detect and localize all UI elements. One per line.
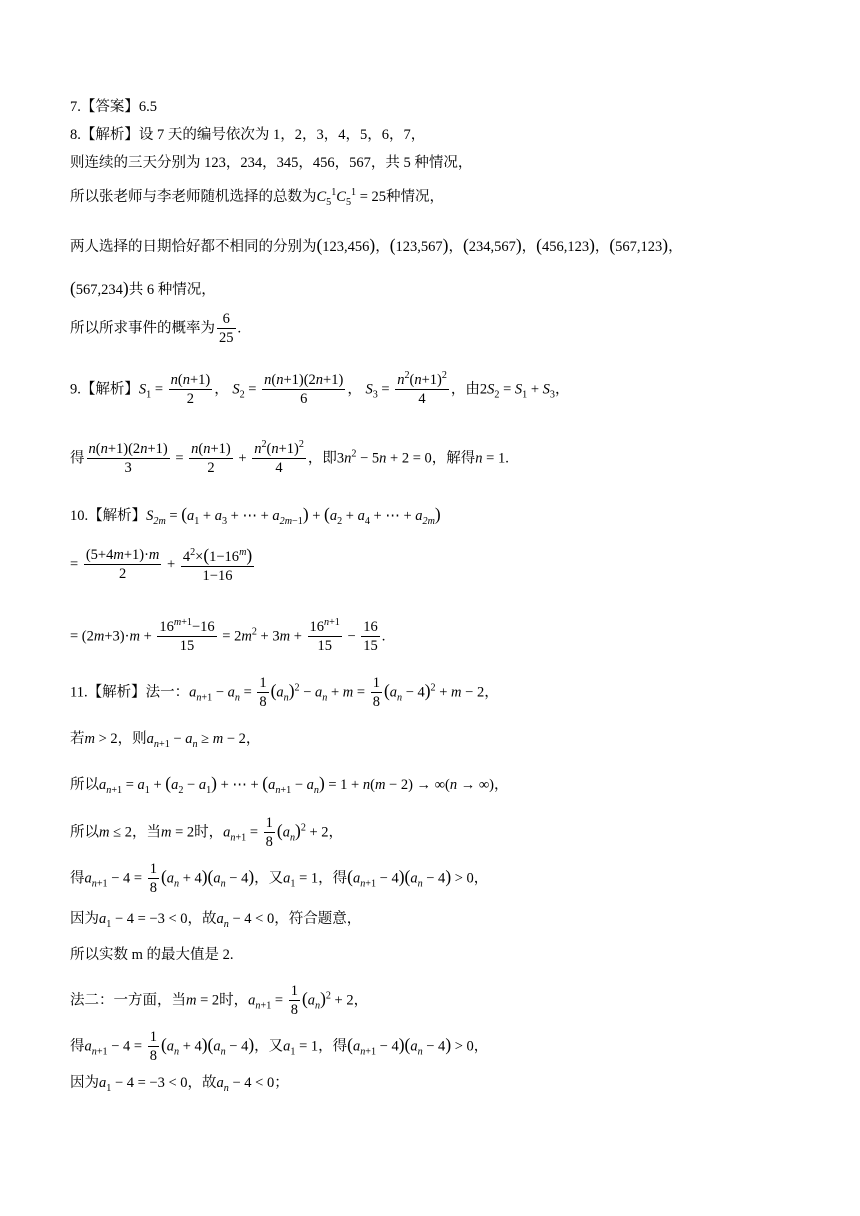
q9-line-2: 得 $\frac{n(n+1)(2n+1)}{3}$ = $\frac{n(n+1)}{2}$ + $\frac{n^2(n+1)^2}{4}$ ，即$3n^2 - 5n + 2 = 0$，解得n = 1. [70, 439, 509, 477]
q8-line-1: 8.【解析】设 7 天的编号依次为 1，2，3，4，5，6，7， [70, 127, 426, 143]
q8-line-3: 所以张老师与李老师随机选择的总数为$C_5^1C_5^1 = 25$种情况， [70, 187, 445, 208]
q11-line-5: 得$a_{n+1} - 4$ = $\frac{1}{8}$ $(a_n + 4)(a_n - 4)$，又$a_1 = 1$，得$(a_{n+1} - 4)(a_n - 4) > 0$， [70, 861, 489, 897]
q7-tag: 【答案】 [80, 99, 139, 115]
q11-line-8: 法二：一方面，当m = 2时，$a_{n+1}$ = $\frac{1}{8}$ $(a_n)^2 + 2$， [70, 983, 369, 1019]
q7-number: 7. [70, 99, 81, 115]
q11-line-9: 得$a_{n+1} - 4$ = $\frac{1}{8}$ $(a_n + 4)(a_n - 4)$，又$a_1 = 1$，得$(a_{n+1} - 4)(a_n - 4) > 0$， [70, 1029, 489, 1065]
q8-line-2: 则连续的三天分别为 123，234，345，456，567，共 5 种情况， [70, 155, 473, 171]
q10-line-3: = (2m+3)·m + $\frac{16^{m+1}-16}{15}$ = $2m^2 + 3m$ + $\frac{16^{n+1}}{15}$ − $\frac{16}{15}$ . [70, 617, 386, 655]
q11-line-6: 因为$a_1 - 4 = -3 < 0$，故$a_n - 4 < 0$，符合题意， [70, 911, 362, 930]
q9-line-1: 9.【解析】$S_1$ = $\frac{n(n+1)}{2}$ ， $S_2$ = $\frac{n(n+1)(2n+1)}{6}$ ， $S_3$ = $\frac{n^2(n+1)^2}{4}$ ，由$2S_2 = S_1 + S_3$， [70, 370, 570, 408]
q8-line-6: 所以所求事件的概率为 $\frac{6}{25}$ . [70, 311, 242, 347]
q7-line [70, 100, 157, 115]
q11-line-3: 所以$a_{n+1} = a_1 + (a_2 - a_1)$ + ⋯ + $(a_{n+1} - a_n) = 1 + n(m - 2) \to \infty(n$ → ∞)， [70, 773, 509, 796]
probability-fraction: $\frac{6}{25}$ [219, 311, 234, 347]
q10-line-1: 10.【解析】$S_{2m} = (a_1 + a_3$ + ⋯ + $a_{2m-1}) + (a_2 + a_4$ + ⋯ + $a_{2m}$) [70, 504, 441, 527]
q11-line-1: 11.【解析】法一：$a_{n+1} - a_n$ = $\frac{1}{8}$ $(a_n)^2 - a_n + m$ = $\frac{1}{8}$ $(a_n - 4)^2 + m - 2$， [70, 675, 499, 711]
q8-line-4: 两人选择的日期恰好都不相同的分别为(123,456)，(123,567)，(234,567)，(456,123)，(567,123)， [70, 235, 683, 255]
q11-line-10: 因为$a_1 - 4 = -3 < 0$，故$a_n - 4 < 0$； [70, 1075, 289, 1094]
q8-line-5: (567,234)共 6 种情况， [70, 278, 216, 298]
q10-line-2: = $\frac{(5+4m+1)\cdot m}{2}$ + $\frac{4^2\times(1-16^m)}{1-16}$ [70, 545, 253, 585]
q11-line-2: 若m > 2，则$a_{n+1} - a_n \ge m - 2$， [70, 731, 261, 750]
q7-answer: 6.5 [138, 99, 157, 115]
q11-line-4: 所以m ≤ 2，当m = 2时，$a_{n+1}$ = $\frac{1}{8}$ $(a_n)^2 + 2$， [70, 815, 344, 851]
q11-line-7: 所以实数 m 的最大值是 2. [70, 947, 234, 963]
